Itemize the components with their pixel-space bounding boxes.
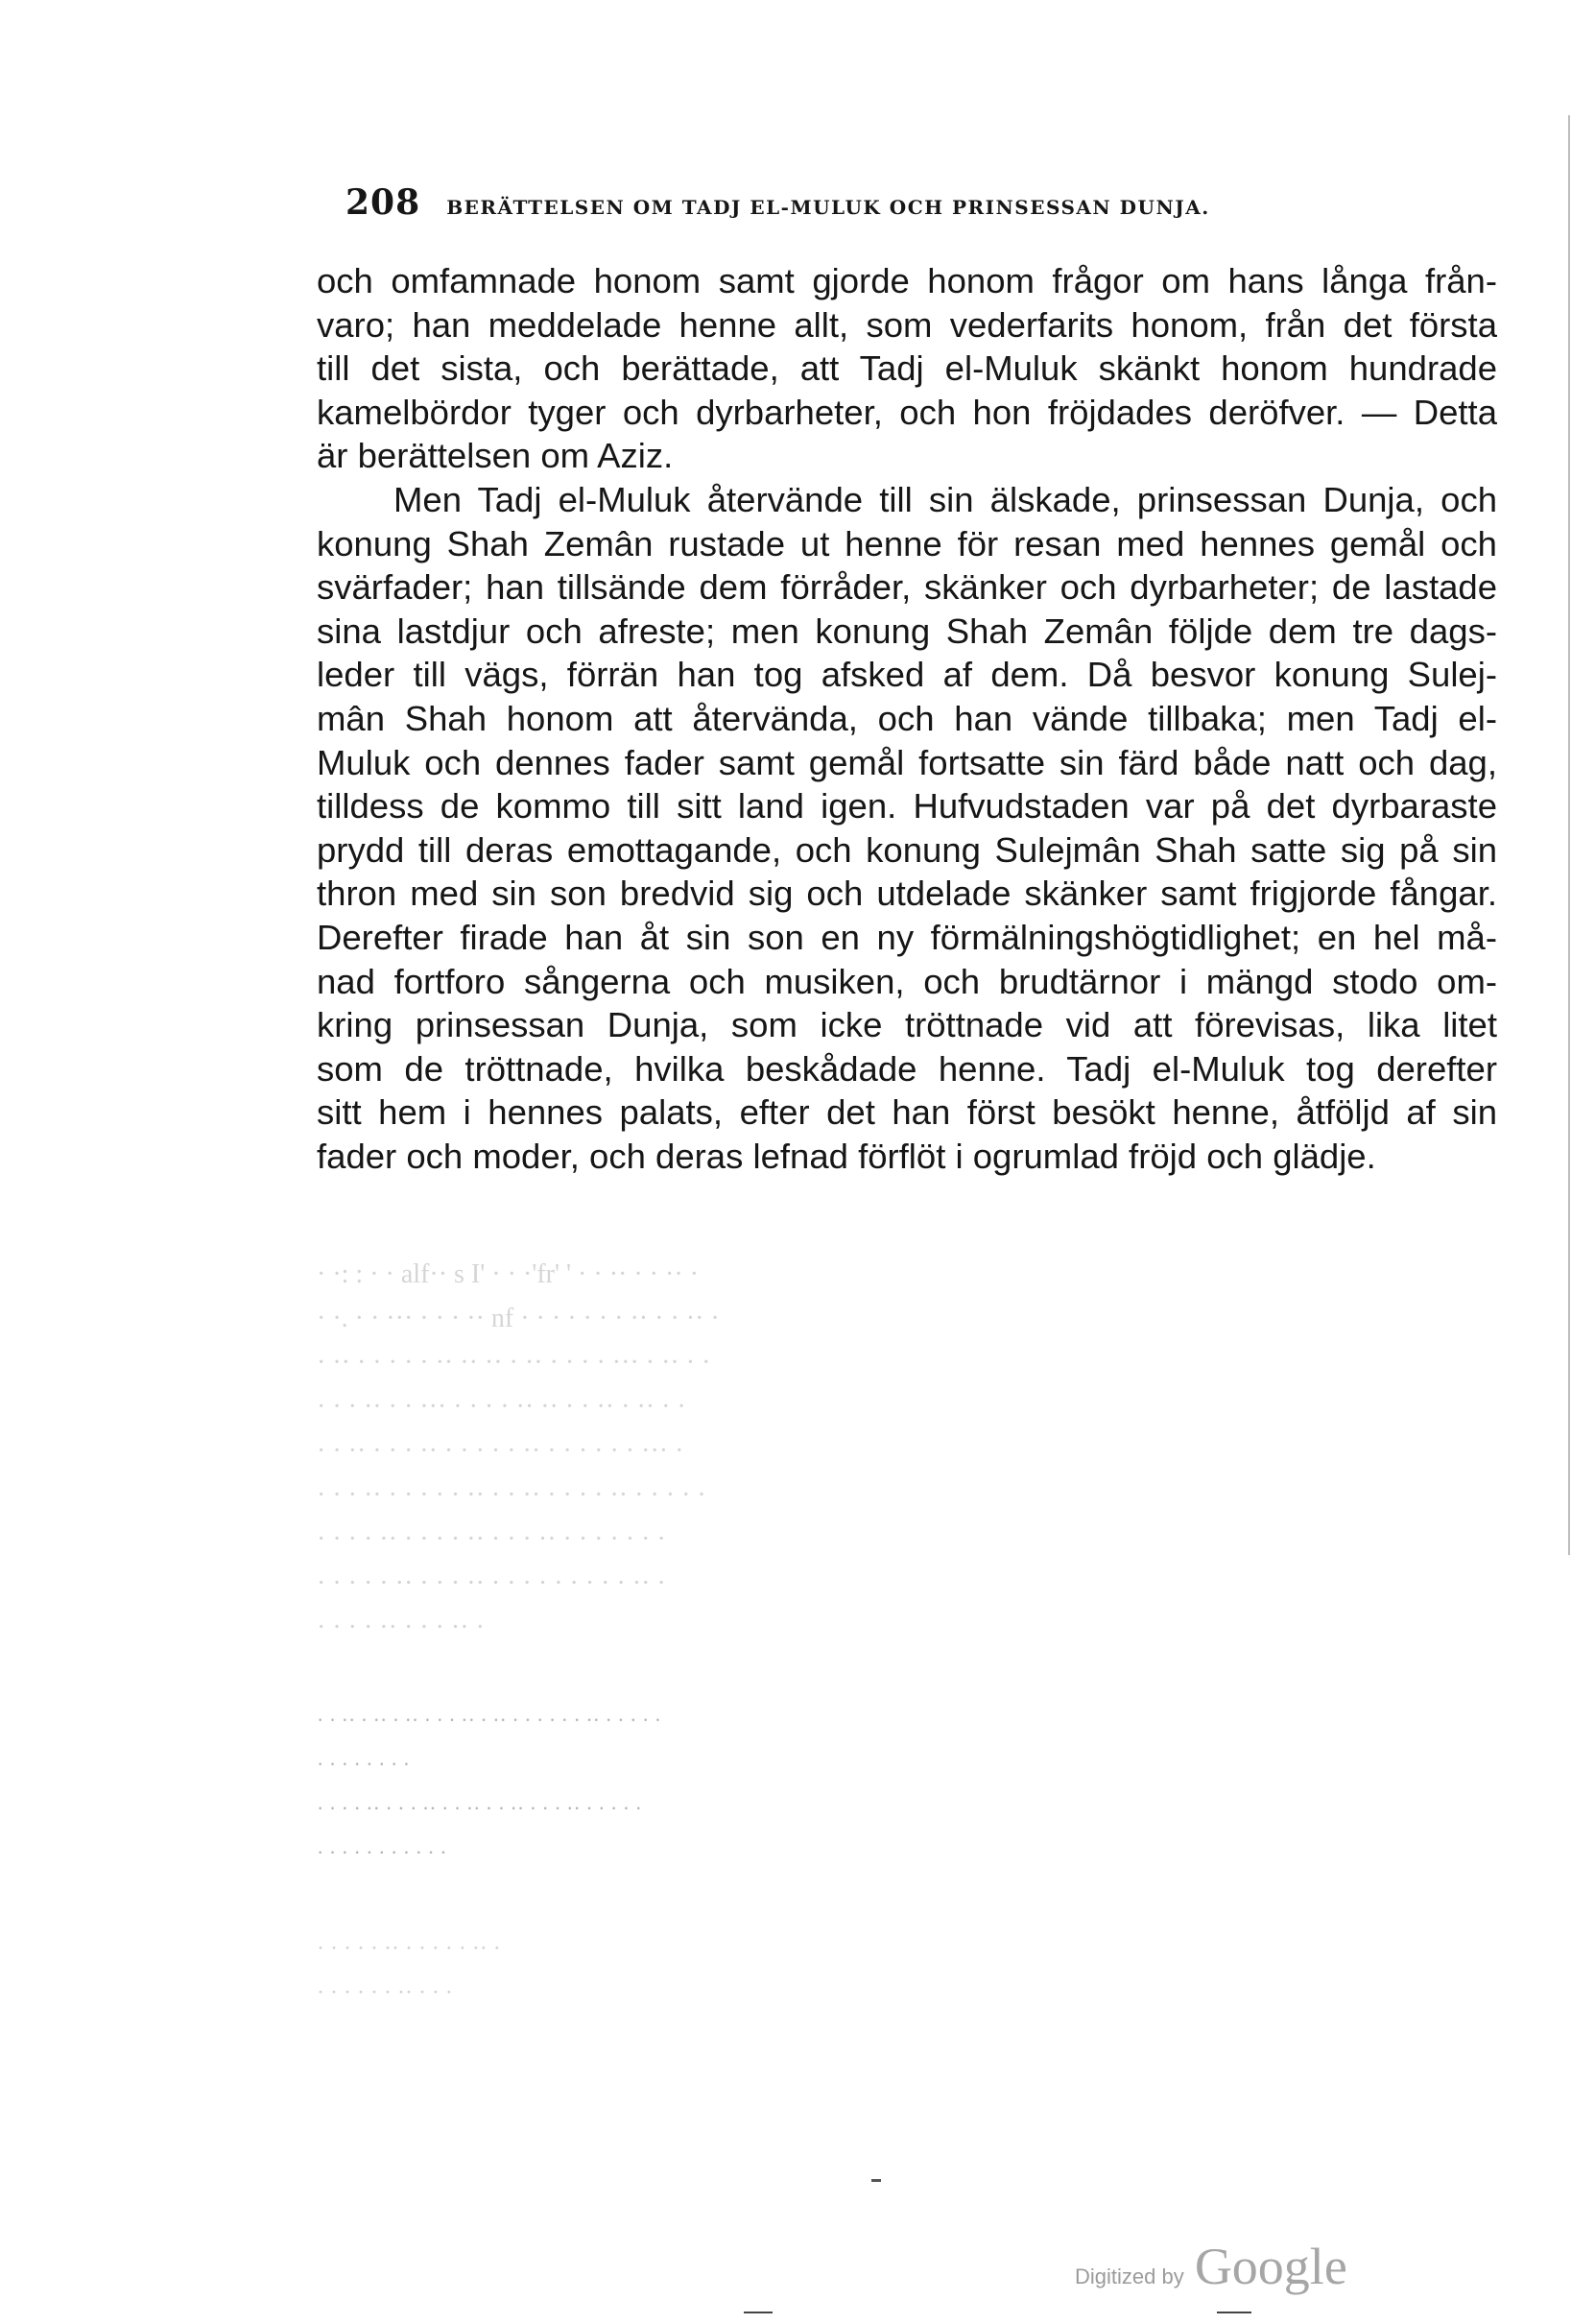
- page-header: [345, 182, 1401, 230]
- show-through-line: · · ·· · · · ·· · · · · · ·· · · · · · · ··· ·: [317, 1436, 684, 1466]
- text-line: sina lastdjur och afreste; men konung Shah Zemân följde dem tre dags-: [317, 611, 1497, 651]
- show-through-line: · · · · ·· · · · ·· · · ·· · · ·· · · · ·· · · · · ·: [317, 1796, 642, 1820]
- show-through-line: · ·: : · · alf·· s I' · · ·'fr' ' · · ·· · · ·· ·: [317, 1259, 699, 1289]
- text-line: som de tröttnade, hvilka beskådade henne. Tadj el-Muluk tog derefter: [317, 1048, 1497, 1089]
- text-line: Men Tadj el-Muluk återvände till sin älskade, prinsessan Dunja, och: [393, 479, 1497, 519]
- running-head: BERÄTTELSEN OM TADJ EL-MULUK OCH PRINSESSAN DUNJA.: [446, 196, 1210, 219]
- text-line: leder till vägs, förrän han tog afsked af dem. Då besvor konung Sulej-: [317, 655, 1497, 695]
- show-through-line: · · · · ·· · · · ·· ·: [317, 1613, 485, 1642]
- show-through-line: · · · ·· · · ··· · · · · ·· ·· · · ·· · ·· · ·: [317, 1392, 686, 1422]
- text-line: är berättelsen om Aziz.: [317, 436, 674, 476]
- text-line: mân Shah honom att återvända, och han vände tillbaka; men Tadj el-: [317, 698, 1497, 738]
- page-number: 208: [345, 182, 421, 223]
- text-line: och omfamnade honom samt gjorde honom frågor om hans långa från-: [317, 261, 1497, 300]
- text-line: svärfader; han tillsände dem förråder, skänker och dyrbarheter; de lastade: [317, 567, 1497, 608]
- show-through-line: · ·. · · ··· · · · ·· nf · · · · · · · ·· · · ·· ·: [317, 1304, 720, 1333]
- text-line: Muluk och dennes fader samt gemål fortsatte sin färd både natt och dag,: [317, 742, 1497, 782]
- text-line: sitt hem i hennes palats, efter det han först besökt henne, åtföljd af sin: [317, 1092, 1497, 1133]
- text-line: varo; han meddelade henne allt, som vederfarits honom, från det första: [317, 304, 1497, 345]
- show-through-line: · · · ·· · · · · · ·· · · ·· · · · · ·· · · · · ·: [317, 1480, 706, 1510]
- text-line: fader och moder, och deras lefnad förflöt i ogrumlad fröjd och glädje.: [317, 1136, 1376, 1176]
- text-line: tilldess de kommo till sitt land igen. Hufvudstaden var på det dyrbaraste: [317, 786, 1497, 827]
- text-line: till det sista, och berättade, att Tadj el-Muluk skänkt honom hundrade: [317, 348, 1497, 389]
- text-line: thron med sin son bredvid sig och utdelade skänker samt frigjorde fångar.: [317, 874, 1497, 914]
- show-through-line: · · · · · ·· · · · ·· · · · · · · · · · ·· ·: [317, 1569, 666, 1598]
- text-line: konung Shah Zemân rustade ut henne för resan med hennes gemål och: [317, 523, 1497, 563]
- show-through-line: · ·· · · · · · ·· ·· ·· · ·· · · · · ··· · ·· · ·: [317, 1348, 711, 1378]
- show-through-line: · · · · · ·· · · · · · ·· ·: [317, 1936, 501, 1961]
- show-through-line: · · · · ·· · · · · ·· · · · ·· · · · · · · ·: [317, 1524, 666, 1554]
- digitization-watermark: [1075, 2237, 1347, 2296]
- scan-edge-mark: [1217, 2312, 1251, 2313]
- show-through-text: [317, 1253, 1497, 1650]
- show-through-notes: [317, 1704, 1497, 1881]
- text-line: kamelbördor tyger och dyrbarheter, och hon fröjdades deröfver. — Detta: [317, 392, 1497, 432]
- text-line: prydd till deras emottagande, och konung Sulejmân Shah satte sig på sin: [317, 829, 1497, 870]
- text-line: Derefter firade han åt sin son en ny förmälningshögtidlighet; en hel må-: [317, 917, 1497, 957]
- show-through-line: · · · · · · · ·: [317, 1752, 411, 1776]
- show-through-line: · · ·· · ·· · ·· · · · ·· · ·· · · · · · · ·· · · · · ·: [317, 1708, 662, 1732]
- show-through-fragments: [317, 1929, 1497, 2018]
- show-through-line: · · · · · · · · · · ·: [317, 1840, 447, 1864]
- text-line: nad fortforo sångerna och musiken, och brudtärnor i mängd stodo om-: [317, 961, 1497, 1001]
- google-logo: Google: [1194, 2238, 1347, 2295]
- body-text: [317, 259, 1497, 1178]
- text-line: kring prinsessan Dunja, som icke tröttnade vid att förevisas, lika litet: [317, 1005, 1497, 1045]
- show-through-line: · · · · · · ·· · · ·: [317, 1980, 453, 2005]
- page-edge-rule: [1568, 115, 1570, 1555]
- watermark-prefix: Digitized by: [1075, 2264, 1184, 2288]
- scan-speck: [871, 2179, 881, 2182]
- scan-edge-mark: [744, 2312, 773, 2313]
